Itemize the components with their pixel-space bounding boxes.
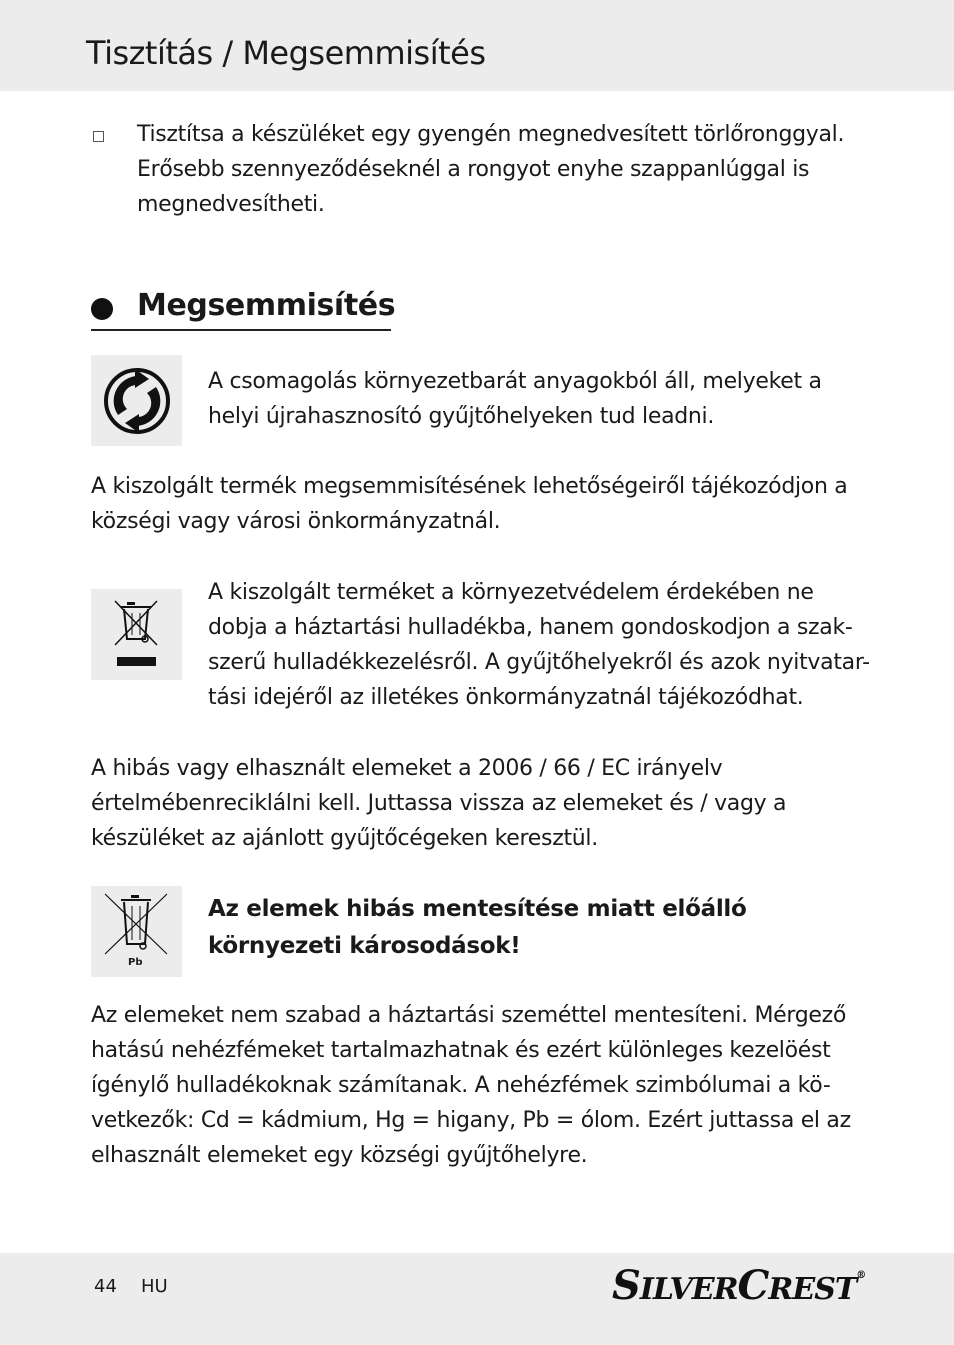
text-line: szerű hulladékkezelésről. A gyűjtőhelyekről és azok nyitvatar- <box>208 650 870 675</box>
section-underline <box>91 329 391 331</box>
crossed-bin-icon <box>91 589 182 680</box>
registered-mark: ® <box>856 1270 866 1281</box>
brand-part-ilver: ILVER <box>639 1272 738 1307</box>
text-line: A kiszolgált termék megsemmisítésének lehetőségeiről tájékozódjon a <box>91 474 848 499</box>
text-line: Tisztítsa a készüléket egy gyengén megnedvesített törlőronggyal. <box>137 122 845 147</box>
section-title: Megsemmisítés <box>137 288 396 323</box>
text-line: értelmébenreciklálni kell. Juttassa vissza az elemeket és / vagy a <box>91 791 787 816</box>
text-line: A hibás vagy elhasznált elemeket a 2006 / 66 / EC irányelv <box>91 756 723 781</box>
checkbox-bullet-icon <box>93 131 104 142</box>
text-line: Az elemek hibás mentesítése miatt előálló <box>208 896 747 922</box>
text-line: vetkezők: Cd = kádmium, Hg = higany, Pb = ólom. Ezért juttassa el az <box>91 1108 851 1133</box>
text-line: A csomagolás környezetbarát anyagokból áll, melyeket a <box>208 369 822 394</box>
text-line: ígénylő hulladékoknak számítanak. A nehézfémek szimbólumai a kö- <box>91 1073 831 1098</box>
weee-text <box>208 575 870 715</box>
text-line: dobja a háztartási hulladékba, hanem gondoskodjon a szak- <box>208 615 853 640</box>
language-code: HU <box>141 1276 168 1297</box>
text-line: környezeti károsodások! <box>208 933 521 959</box>
text-line: Erősebb szennyeződéseknél a rongyot enyhe szappanlúggal is <box>137 157 810 182</box>
battery-directive-text <box>91 751 786 856</box>
text-line: elhasznált elemeket egy községi gyűjtőhelyre. <box>91 1143 588 1168</box>
brand-logo <box>612 1262 865 1309</box>
packaging-text <box>208 364 822 434</box>
text-line: községi vagy városi önkormányzatnál. <box>91 509 501 534</box>
section-bullet-icon <box>91 298 113 320</box>
recycling-green-dot-icon <box>91 355 182 446</box>
pb-label: Pb <box>128 957 143 968</box>
text-line: készüléket az ajánlott gyűjtőcégeken keresztül. <box>91 826 598 851</box>
text-line: hatású nehézfémeket tartalmazhatnak és ezért különleges kezelöést <box>91 1038 831 1063</box>
brand-initial-c: C <box>737 1262 769 1309</box>
text-line: Az elemeket nem szabad a háztartási szeméttel mentesíteni. Mérgező <box>91 1003 847 1028</box>
text-line: tási idejéről az illetékes önkormányzatnál tájékozódhat. <box>208 685 804 710</box>
product-disposal-text <box>91 469 848 539</box>
page-number: 44 <box>94 1276 117 1297</box>
battery-warning-text <box>208 891 747 965</box>
crossed-bin-pb-icon <box>91 886 182 977</box>
battery-info-text <box>91 998 851 1173</box>
text-line: megnedvesítheti. <box>137 192 325 217</box>
brand-part-rest: REST <box>768 1272 857 1307</box>
brand-initial-s: S <box>612 1262 640 1309</box>
page-title: Tisztítás / Megsemmisítés <box>86 34 486 72</box>
text-line: helyi újrahasznosító gyűjtőhelyeken tud leadni. <box>208 404 715 429</box>
cleaning-text <box>137 117 844 222</box>
text-line: A kiszolgált terméket a környezetvédelem érdekében ne <box>208 580 814 605</box>
